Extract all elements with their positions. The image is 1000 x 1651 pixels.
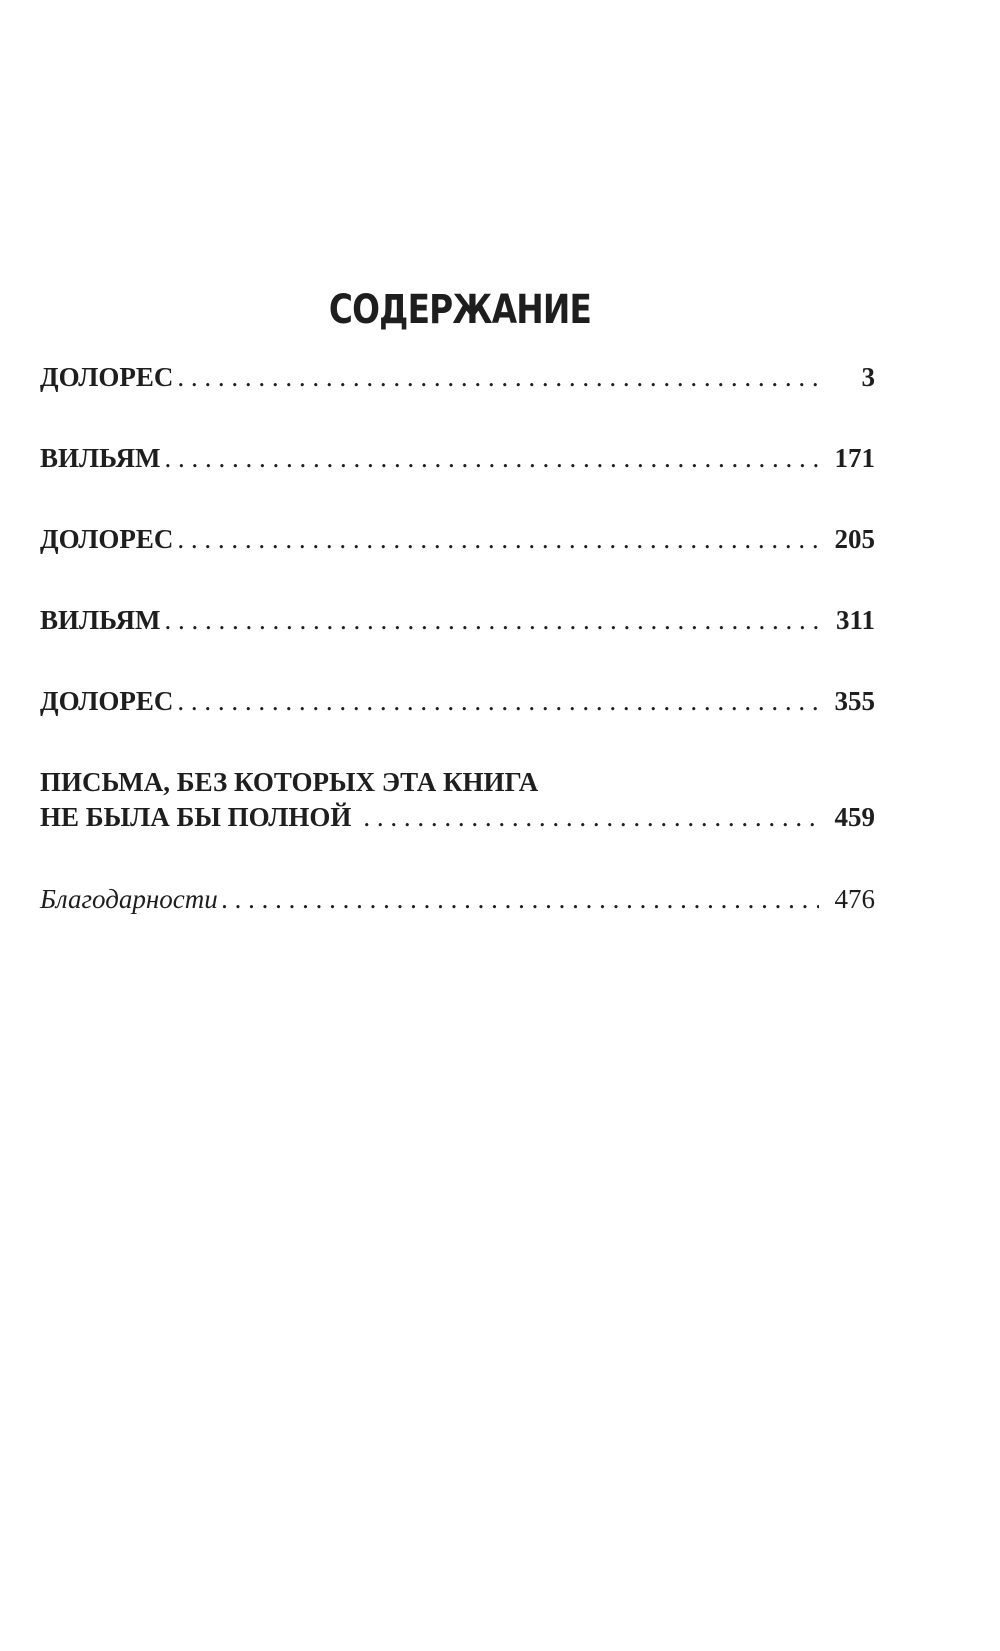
dot-leader bbox=[165, 605, 819, 636]
toc-entry-page: 311 bbox=[835, 605, 875, 635]
toc-entry-label: ВИЛЬЯМ bbox=[40, 443, 161, 473]
toc-entry bbox=[40, 524, 875, 555]
toc-entry-acknowledgements bbox=[40, 884, 875, 915]
toc-entry-page: 476 bbox=[834, 884, 875, 914]
toc-entry bbox=[40, 362, 875, 393]
toc-entry-label-line2: НЕ БЫЛА БЫ ПОЛНОЙ bbox=[40, 802, 352, 833]
page-title: СОДЕРЖАНИЕ bbox=[328, 287, 592, 333]
toc-entry-page: 205 bbox=[834, 524, 875, 554]
dot-leader bbox=[363, 802, 819, 833]
toc-entry-label: ДОЛОРЕС bbox=[40, 524, 174, 554]
dot-leader bbox=[177, 362, 819, 393]
dot-leader bbox=[165, 443, 819, 474]
toc-entry-label: ДОЛОРЕС bbox=[40, 686, 174, 716]
toc-entry-label: ДОЛОРЕС bbox=[40, 362, 174, 392]
toc-entry-page: 355 bbox=[834, 686, 875, 716]
toc-entry bbox=[40, 686, 875, 717]
toc-entry-page: 171 bbox=[834, 443, 875, 473]
toc-entry-label: ВИЛЬЯМ bbox=[40, 605, 161, 635]
dot-leader bbox=[177, 524, 819, 555]
toc-entry bbox=[40, 443, 875, 474]
dot-leader bbox=[177, 686, 819, 717]
toc-entry-label: Благодарности bbox=[40, 884, 218, 914]
dot-leader bbox=[222, 884, 819, 915]
toc-entry-page: 3 bbox=[861, 362, 875, 392]
toc-entry bbox=[40, 605, 875, 636]
toc-entry-label-line1: ПИСЬМА, БЕЗ КОТОРЫХ ЭТА КНИГА bbox=[40, 767, 539, 797]
toc-entry-page: 459 bbox=[834, 802, 875, 833]
toc-entry-letters bbox=[40, 767, 875, 833]
